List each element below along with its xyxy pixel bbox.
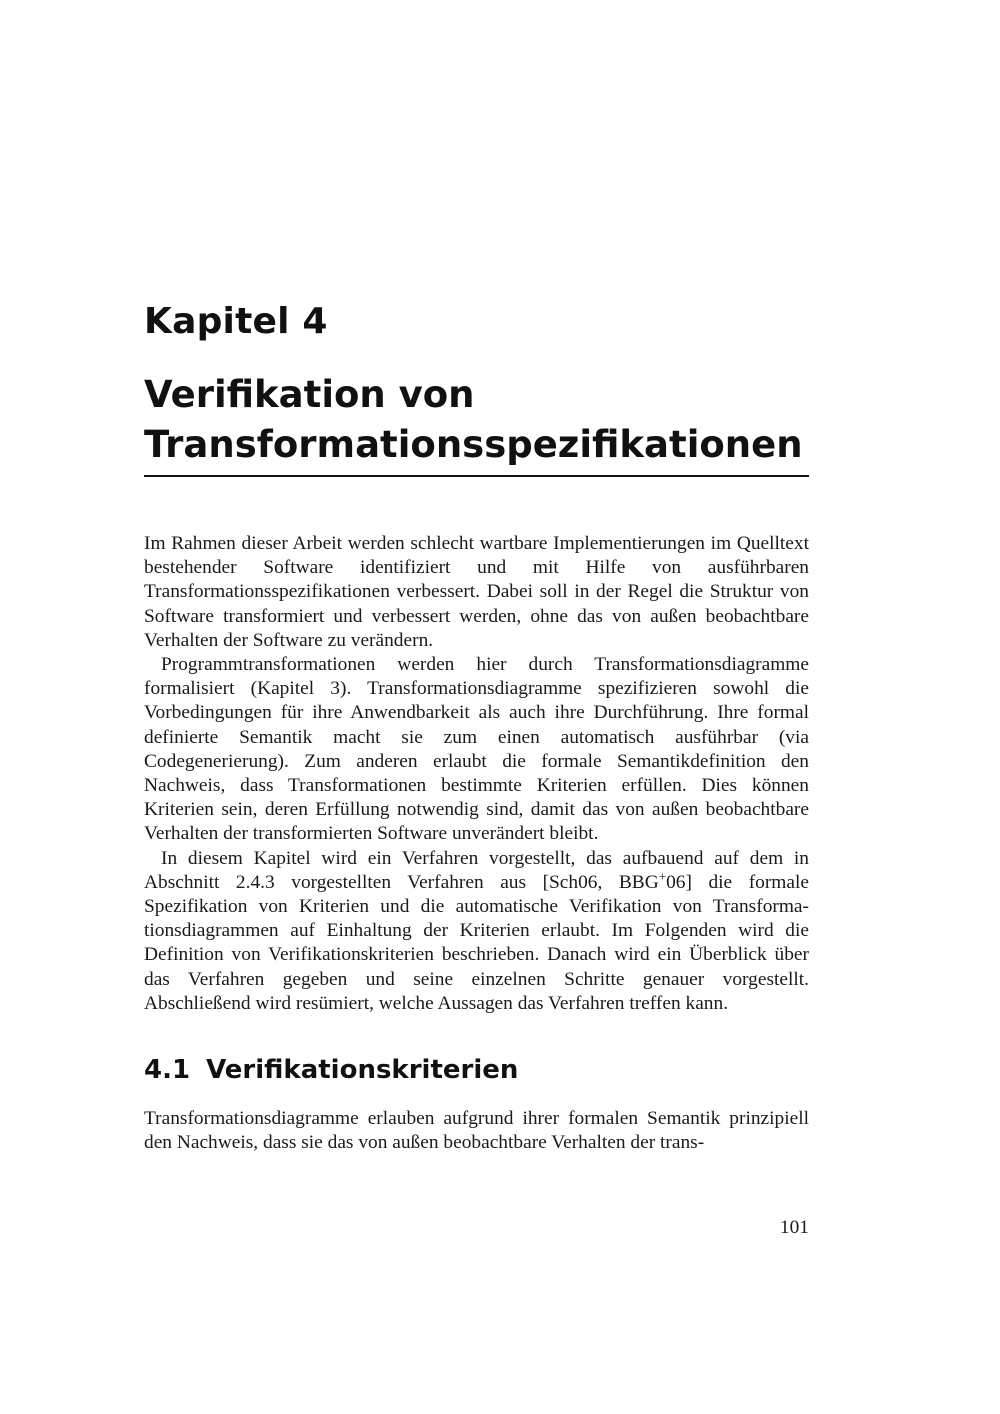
intro-paragraph-1: Im Rahmen dieser Arbeit werden schlecht wartbare Implementierungen im Quelltext bestehender Software identifiziert und mit Hilfe von ausführbaren Transformationsspezifikationen verbessert. Dabei soll in der Regel die Struktur von Software transformiert und verbessert werden, ohne das von außen beobachtbare Verhalten der Software zu verändern. [144, 533, 809, 651]
section-heading [144, 1050, 518, 1090]
section-title: Verifikationskriterien [206, 1055, 519, 1085]
section-number: 4.1 [144, 1055, 191, 1085]
intro-paragraph-3 [144, 847, 809, 1016]
intro-paragraph-3-text-end: 06] die formale Spezifikation von Kriterien und die automatische Verifikation von Transformationsdiagrammen auf Einhaltung der Kriterien erlaubt. Im Folgenden wird die Definition von Verifikationskriterien beschrieben. Danach wird ein Überblick über das Verfahren gegeben und seine einzelnen Schritte genauer vorgestellt. Abschließend wird resümiert, welche Aussagen das Verfahren treffen kann. [144, 871, 809, 1014]
chapter-introduction [144, 532, 809, 1016]
section-body [144, 1107, 809, 1155]
intro-paragraph-3-text-start: In diesem Kapitel wird ein Verfahren vorgestellt, das aufbauend auf dem in Abschnitt 2.4.3 vorgestellten Verfahren aus [Sch06, BBG [144, 847, 809, 893]
intro-paragraph-2: Programmtransformationen werden hier durch Transformationsdiagramme formalisiert (Kapitel 3). Transformationsdiagramme spezifizieren sowohl die Vorbedingungen für ihre Anwendbarkeit als auch ihre Durchführung. Ihre formal definierte Semantik macht sie zum einen automatisch ausführbar (via Codegenerierung). Zum anderen erlaubt die formale Semantikdefinition den Nachweis, dass Transformationen bestimmte Kriterien erfüllen. Dies können Kriterien sein, deren Erfüllung notwendig sind, damit das von außen beobachtbare Verhalten der transformierten Software unverändert bleibt. [144, 654, 809, 845]
chapter-label: Kapitel 4 [144, 301, 328, 342]
section-paragraph-1: Transformationsdiagramme erlauben aufgrund ihrer formalen Semantik prinzipiell den Nachweis, dass sie das von außen beobachtbare Verhalten der trans- [144, 1108, 809, 1154]
page-number: 101 [779, 1217, 809, 1238]
citation-superscript: + [658, 868, 667, 884]
chapter-title-line-2: Transformationsspezifikationen [144, 423, 803, 466]
chapter-title-rule [144, 475, 809, 477]
chapter-title-line-1: Verifikation von [144, 373, 475, 416]
chapter-title [144, 370, 844, 470]
